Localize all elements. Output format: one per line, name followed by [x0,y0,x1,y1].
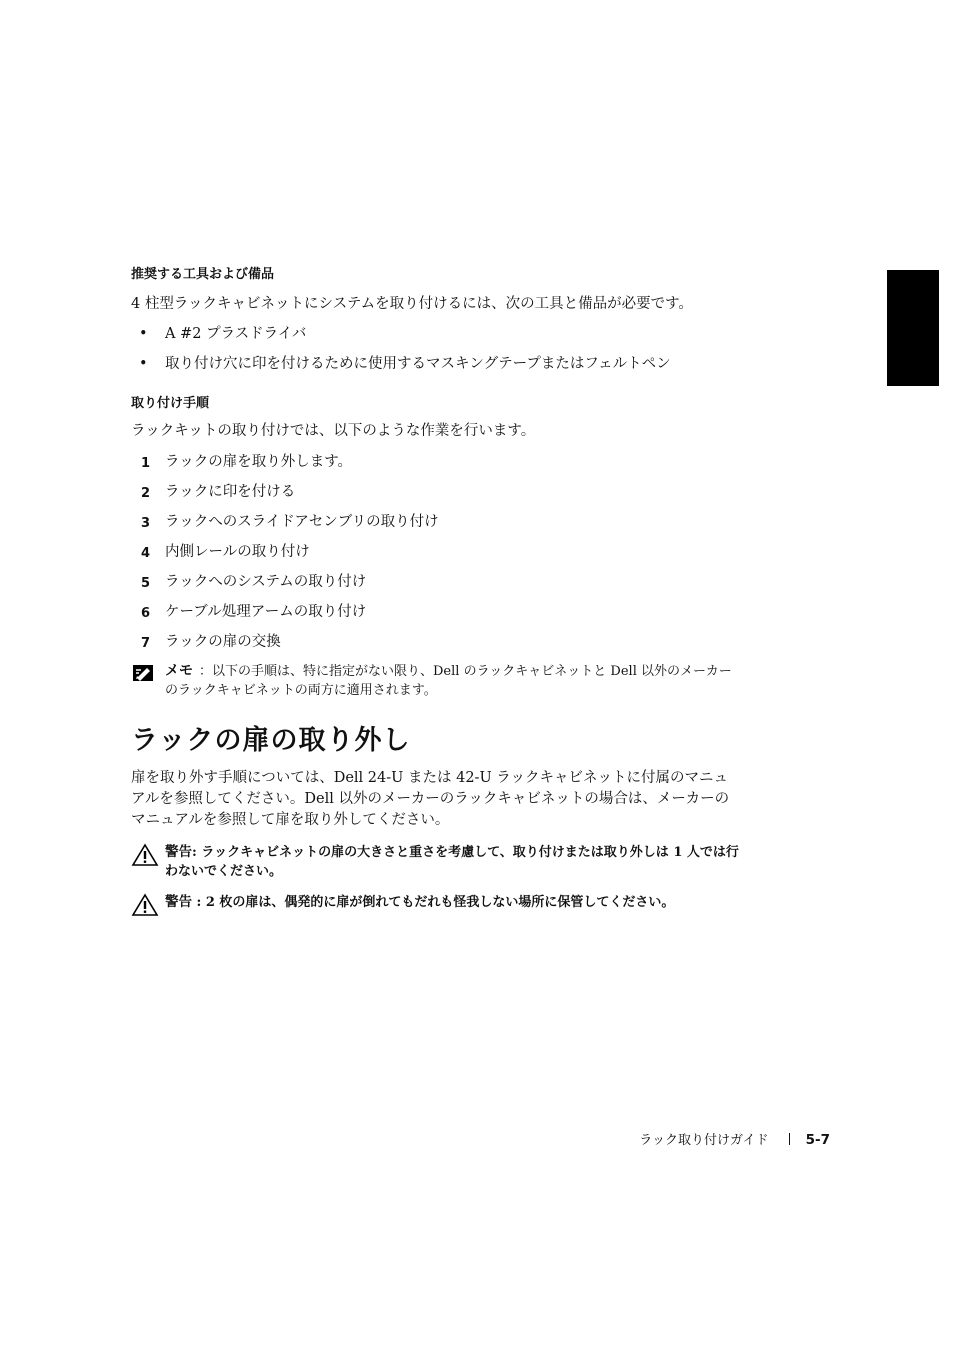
page-number: 5-7 [805,1132,830,1148]
procedure-heading: 取り付け手順 [131,396,210,411]
note-pencil-icon [132,664,154,688]
step-item: 1 ラックの扉を取り外します。 [141,454,353,471]
warning-label: 警告 [165,844,192,860]
page-content [131,266,741,912]
footer-chapter-title: ラック取り付けガイド [639,1133,769,1148]
tools-intro: 4 柱型ラックキャビネットにシステムを取り付けるには、次の工具と備品が必要です。 [131,296,693,312]
warning-text: : 2 枚の扉は、偶発的に扉が倒れてもだれも怪我しない場所に保管してください。 [192,895,675,910]
chapter-tab-marker [887,270,939,386]
bullet-icon: • [139,326,148,342]
footer-separator [789,1133,790,1145]
bullet-icon: • [139,356,148,372]
step-item: 6 ケーブル処理アームの取り付け [141,604,367,621]
tools-heading: 推奨する工具および備品 [131,267,275,282]
warning-triangle-icon [131,893,159,923]
note-text: ：以下の手順は、特に指定がない限り、Dell のラックキャビネットと Dell 以外のメーカーのラックキャビネットの両方に適用されます。 [165,664,732,698]
warning-label: 警告 [165,894,192,910]
step-item: 5 ラックへのシステムの取り付け [141,574,367,591]
list-item: • A #2 プラスドライバ [131,324,741,345]
page-footer [560,1131,830,1150]
procedure-steps [131,452,741,662]
door-section-title: ラックの扉の取り外し [131,725,411,756]
note-label: メモ [165,663,193,679]
warning-box [131,893,741,912]
list-item: • 取り付け穴に印を付けるために使用するマスキングテープまたはフェルトペン [131,354,741,375]
warning-box [131,843,741,881]
step-item: 7 ラックの扉の交換 [141,634,281,651]
tools-list [131,324,741,375]
step-item: 2 ラックに印を付ける [141,484,296,501]
note-box [131,662,741,700]
warning-text: : ラックキャビネットの扉の大きさと重さを考慮して、取り付けまたは取り外しは 1 人では行わないでください。 [165,845,739,879]
procedure-intro: ラックキットの取り付けでは、以下のような作業を行います。 [131,423,536,439]
step-item: 4 内側レールの取り付け [141,544,310,561]
door-section-body: 扉を取り外す手順については、Dell 24-U または 42-U ラックキャビネットに付属のマニュアルを参照してください。Dell 以外のメーカーのラックキャビネットの場合は、メーカーのマニュアルを参照して扉を取り外してください。 [131,770,730,828]
step-item: 3 ラックへのスライドアセンブリの取り付け [141,514,439,531]
warning-triangle-icon [131,843,159,873]
